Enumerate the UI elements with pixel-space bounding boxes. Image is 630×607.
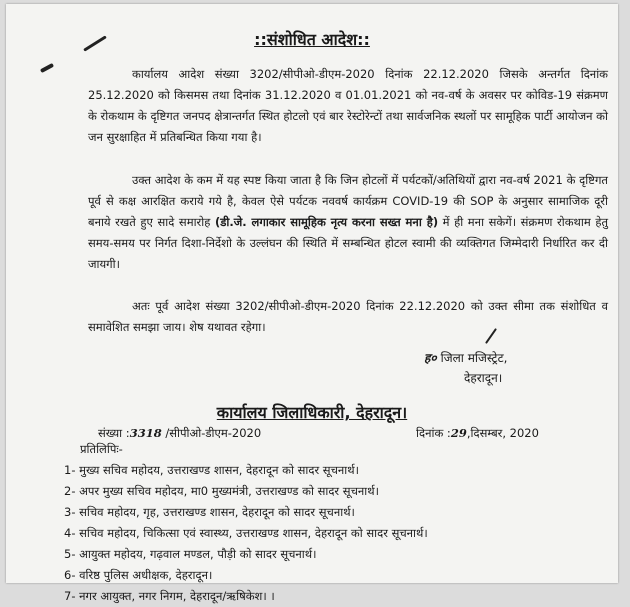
date-prefix: दिनांक : [416, 426, 451, 440]
recipient-item: 6- वरिष्ठ पुलिस अधीक्षक, देहरादून। [64, 568, 213, 582]
reference-number [98, 426, 261, 441]
signature-mark: ह० [424, 351, 437, 365]
date-day: 29 [450, 426, 467, 440]
signature-place: देहरादून। [464, 371, 503, 385]
order-paragraph-2-continued: में ही मना सकेगें। संक्रमण रोकथाम हेतु समय-समय पर निर्गत दिशा-निर्देशो के उल्लंघन की स्थिति में सम्बन्धित होटल स्वामी की व्यक्तिगत जिम्मेदारी निर्धारित कर दी जायगी। [88, 215, 609, 271]
document-page [6, 4, 618, 603]
order-paragraph-2-emphasis: (डी.जे. लगाकार सामूहिक नृत्य करना सख्त मना है) [214, 215, 439, 229]
order-paragraph-2-text: उक्त आदेश के कम में यह स्पष्ट किया जाता है कि जिन होटलों में पर्यटकों/अतिथियों द्वारा नव-वर्ष 2021 के दृष्टिगत पूर्व से कक्ष आरक्षित कराये गये है, केवल ऐसे पर्यटक नववर्ष कार्यक्रम COVID-19 की SOP के अनुसार सामाजिक दूरी बनाये रखते हुए सादे समारोह [88, 173, 608, 229]
signature-block [424, 348, 507, 388]
signature-designation: जिला मजिस्ट्रेट, [440, 351, 508, 365]
recipient-item: 3- सचिव महोदय, गृह, उत्तराखण्ड शासन, देहरादून को सादर सूचनार्थ। [64, 505, 355, 519]
office-title: कार्यालय जिलाधिकारी, देहरादून। [216, 403, 408, 422]
recipient-item: 5- आयुक्त महोदय, गढ़वाल मण्डल, पौड़ी को सादर सूचनार्थ। [64, 547, 317, 561]
date-rest: ,दिसम्बर, 2020 [466, 426, 539, 440]
order-paragraph-1: कार्यालय आदेश संख्या 3202/सीपीओ-डीएम-2020 दिनांक 22.12.2020 जिसके अन्तर्गत दिनांक 25.12.2020 को किसमस तथा दिनांक 31.12.2020 व 01.01.2021 को नव-वर्ष के अवसर पर कोविड-19 संक्रमण के रोकथाम के दृष्टिगत जनपद क्षेत्रान्तर्गत स्थित होटलो एवं बार रेस्टोरेन्टों तथा सार्वजनिक स्थलों पर सामूहिक पार्टी आयोजन को जन सुरक्षाहित में प्रतिबन्धित किया गया है। [88, 67, 608, 144]
recipient-item: 1- मुख्य सचिव महोदय, उत्तराखण्ड शासन, देहरादून को सादर सूचनार्थ। [64, 463, 359, 477]
reference-date [416, 426, 539, 441]
recipient-item: 2- अपर मुख्य सचिव महोदय, मा0 मुख्यमंत्री, उत्तराखण्ड को सादर सूचनार्थ। [64, 484, 379, 498]
reference-number-value: 3318 [129, 426, 162, 440]
order-paragraph-3: अतः पूर्व आदेश संख्या 3202/सीपीओ-डीएम-2020 दिनांक 22.12.2020 को उक्त सीमा तक संशोधित व समावेशित समझा जाय। शेष यथावत रहेगा। [88, 299, 608, 334]
order-title: ::संशोधित आदेश:: [254, 30, 370, 49]
recipient-item: 7- नगर आयुक्त, नगर निगम, देहरादून/ऋषिकेश। । [64, 589, 275, 603]
recipient-list [64, 460, 428, 607]
recipient-item: 4- सचिव महोदय, चिकित्सा एवं स्वास्थ्य, उत्तराखण्ड शासन, देहरादून को सादर सूचनार्थ। [64, 526, 428, 540]
order-paragraph-2 [88, 170, 608, 275]
pen-stroke-mark [40, 63, 54, 73]
reference-suffix: /सीपीओ-डीएम-2020 [161, 426, 262, 440]
copy-label: प्रतिलिपिः- [80, 442, 123, 456]
reference-prefix: संख्या : [98, 426, 130, 440]
